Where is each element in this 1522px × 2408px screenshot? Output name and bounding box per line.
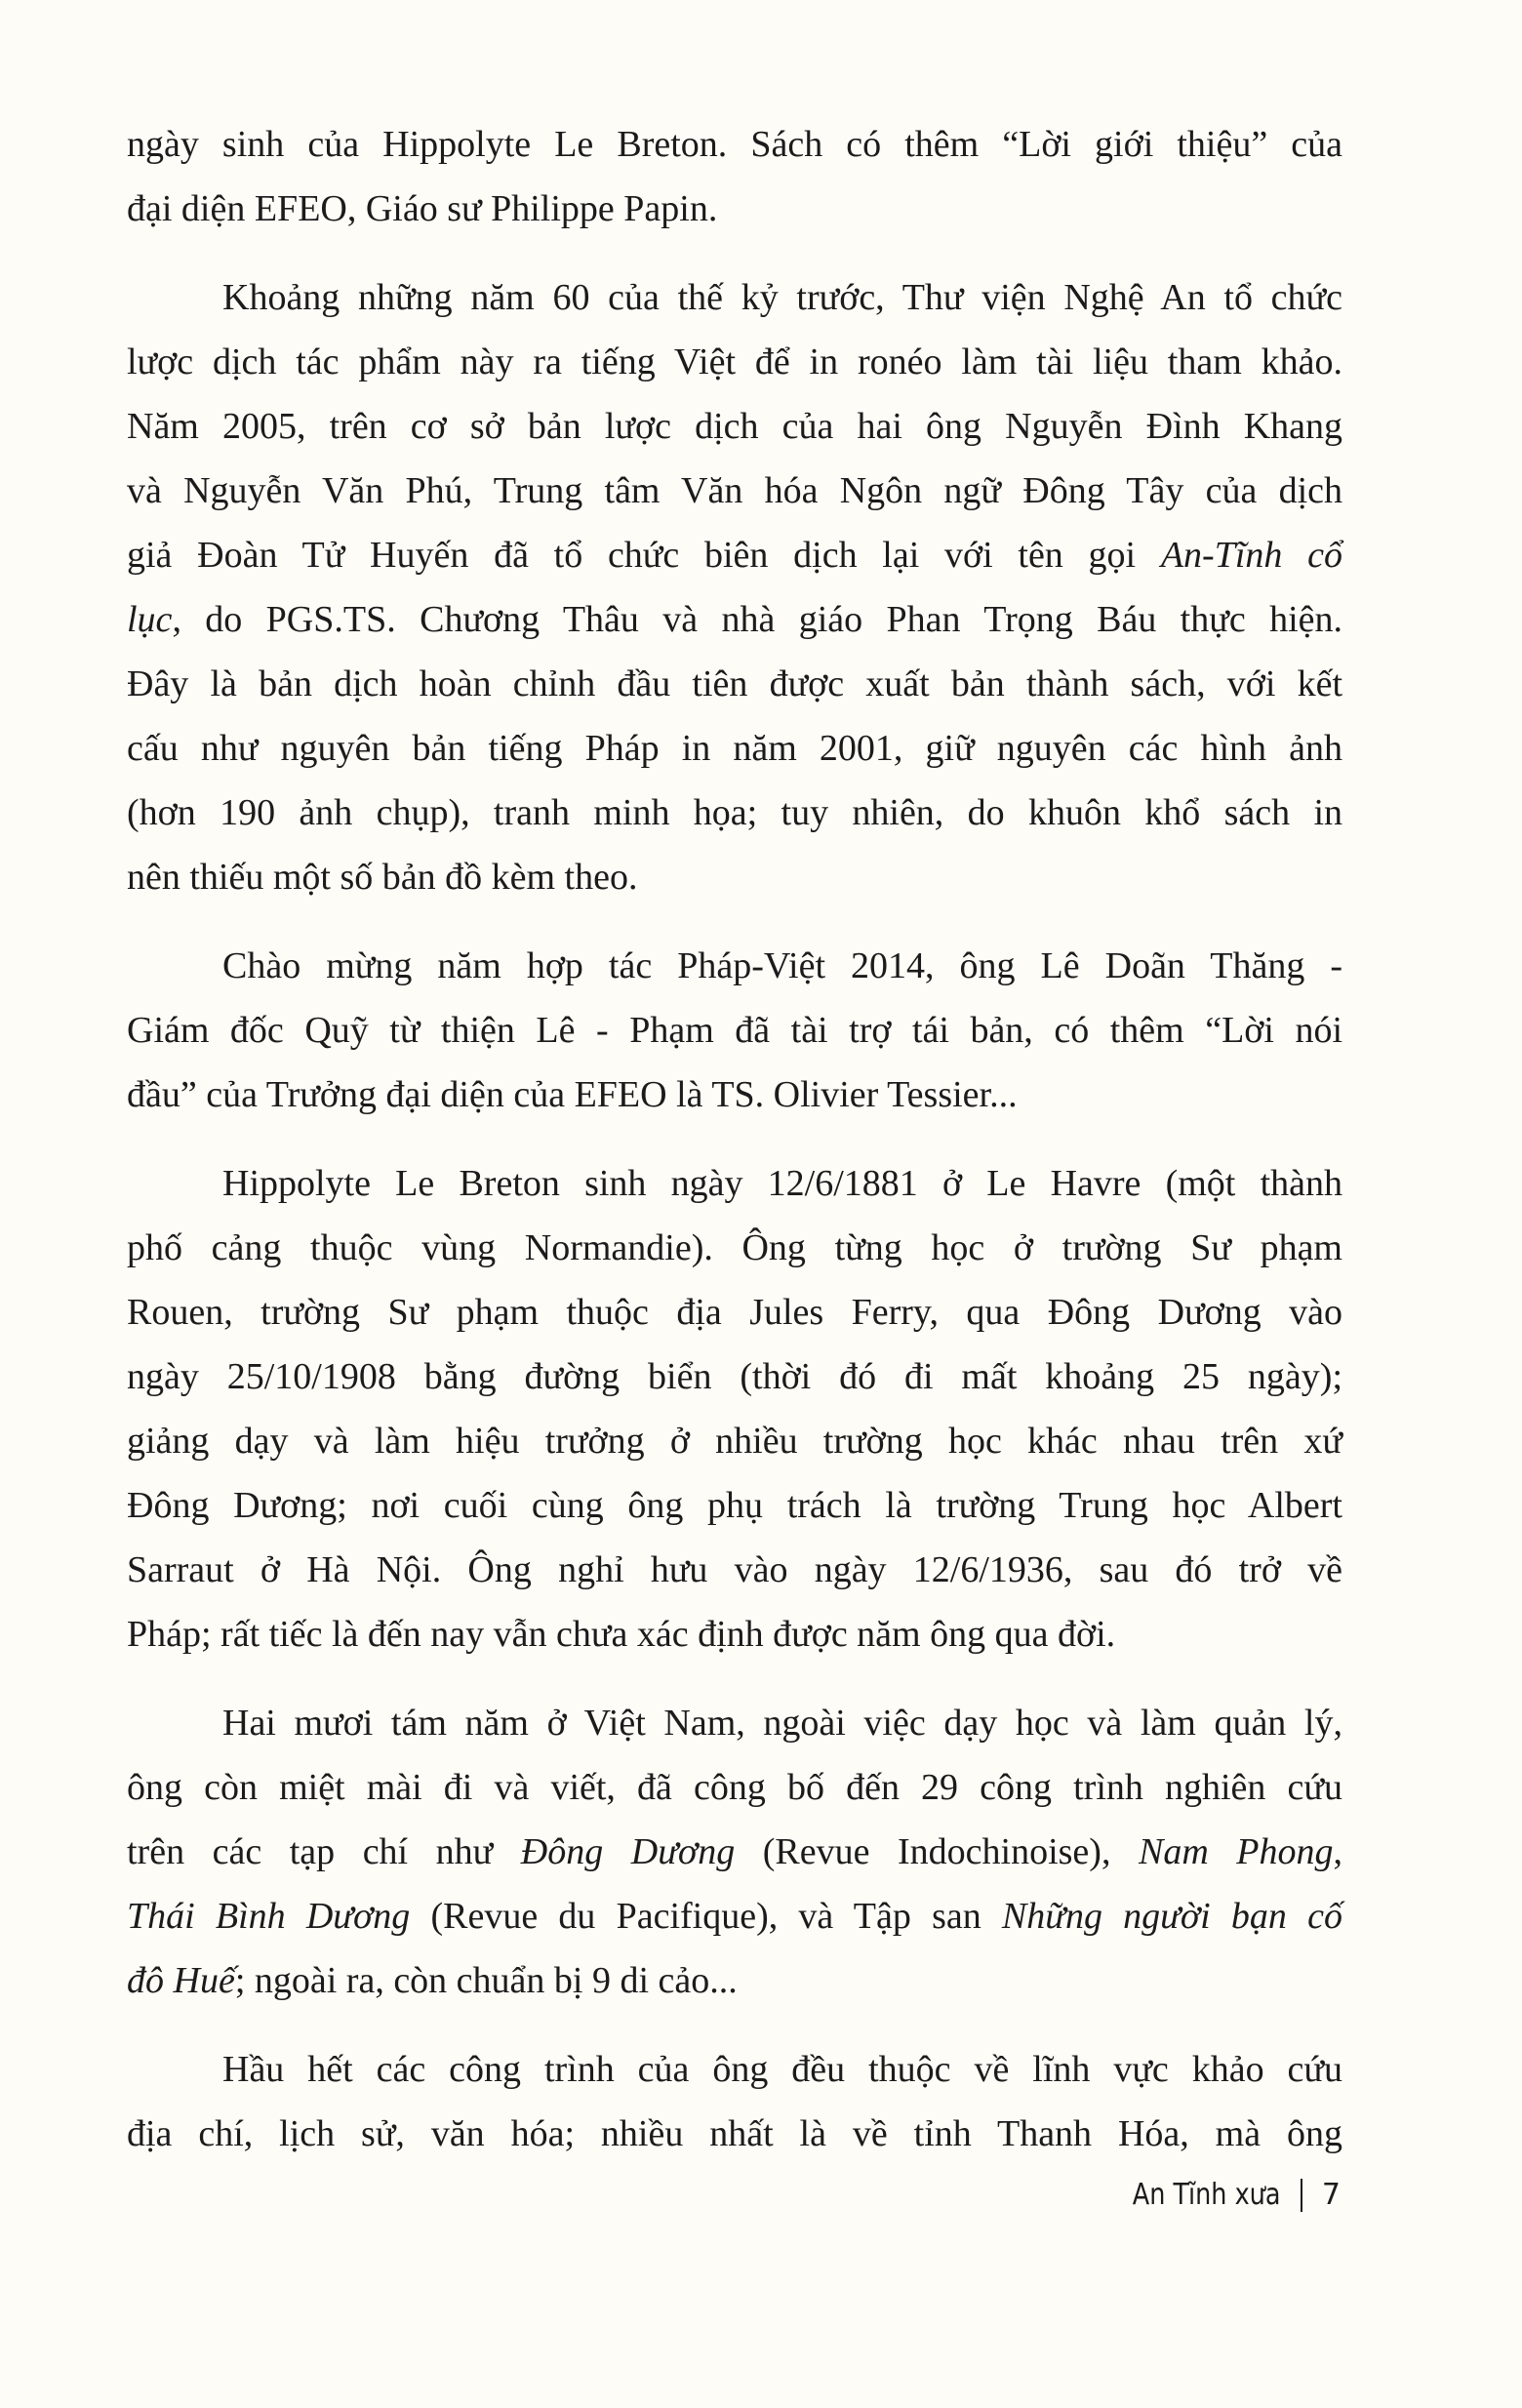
text-run: Pháp; rất tiếc là đến nay vẫn chưa xác định được năm ông qua đời. (127, 1614, 1116, 1655)
text-run: đại diện EFEO, Giáo sư Philippe Papin. (127, 188, 718, 229)
text-run: Chào mừng năm hợp tác Pháp-Việt 2014, ông Lê Doãn Thăng - (222, 945, 1342, 986)
text-run: cấu như nguyên bản tiếng Pháp in năm 2001, giữ nguyên các hình ảnh (127, 728, 1342, 769)
text-line (127, 1691, 1342, 1755)
text-run: địa chí, lịch sử, văn hóa; nhiều nhất là về tỉnh Thanh Hóa, mà ông (127, 2113, 1342, 2154)
text-run: (hơn 190 ảnh chụp), tranh minh họa; tuy nhiên, do khuôn khổ sách in (127, 792, 1342, 833)
page-footer (1106, 2178, 1341, 2212)
text-line (127, 998, 1342, 1063)
text-line (127, 112, 1342, 177)
text-line (127, 1820, 1342, 1884)
text-line (127, 265, 1342, 330)
text-run: , (1333, 1831, 1343, 1872)
text-line (127, 1409, 1342, 1473)
text-line (127, 330, 1342, 394)
text-line (127, 1602, 1342, 1666)
text-line (127, 2102, 1342, 2166)
text-run: ngày 25/10/1908 bằng đường biển (thời đó đi mất khoảng 25 ngày); (127, 1356, 1342, 1397)
text-run: Năm 2005, trên cơ sở bản lược dịch của hai ông Nguyễn Đình Khang (127, 406, 1342, 447)
page-number: 7 (1321, 2178, 1341, 2212)
text-line (127, 781, 1342, 845)
text-line (127, 1063, 1342, 1127)
italic-title-text: Những người bạn cố (1001, 1896, 1342, 1937)
italic-title-text: Đông Dương (520, 1831, 736, 1872)
text-line (127, 716, 1342, 781)
text-line (127, 934, 1342, 998)
text-run: ngày sinh của Hippolyte Le Breton. Sách có thêm “Lời giới thiệu” của (127, 124, 1342, 165)
paragraph (127, 2037, 1342, 2166)
running-title: An Tĩnh xưa (1133, 2178, 1281, 2212)
text-run: trên các tạp chí như (127, 1831, 521, 1872)
italic-title-text: lục (127, 599, 173, 640)
text-run: Khoảng những năm 60 của thế kỷ trước, Thư viện Nghệ An tổ chức (222, 277, 1342, 318)
text-run: Đông Dương; nơi cuối cùng ông phụ trách là trường Trung học Albert (127, 1485, 1342, 1526)
text-line (127, 587, 1342, 652)
text-run: (Revue Indochinoise), (735, 1831, 1139, 1872)
text-run: nên thiếu một số bản đồ kèm theo. (127, 857, 638, 898)
text-line (127, 845, 1342, 909)
text-run: Rouen, trường Sư phạm thuộc địa Jules Ferry, qua Đông Dương vào (127, 1292, 1342, 1333)
paragraph (127, 112, 1342, 241)
paragraph (127, 934, 1342, 1127)
text-line (127, 1473, 1342, 1538)
italic-title-text: Thái Bình Dương (127, 1896, 411, 1937)
italic-title-text: Nam Phong (1138, 1831, 1334, 1872)
text-run: ông còn miệt mài đi và viết, đã công bố đến 29 công trình nghiên cứu (127, 1767, 1342, 1808)
text-run: giả Đoàn Tử Huyến đã tổ chức biên dịch lại với tên gọi (127, 535, 1161, 576)
text-line (127, 1755, 1342, 1820)
text-line (127, 523, 1342, 587)
text-line (127, 1344, 1342, 1409)
text-run: giảng dạy và làm hiệu trưởng ở nhiều trường học khác nhau trên xứ (127, 1421, 1342, 1462)
text-line (127, 1280, 1342, 1344)
italic-title-text: An-Tĩnh cổ (1160, 535, 1342, 576)
text-run: ; ngoài ra, còn chuẩn bị 9 di cảo... (234, 1960, 738, 2001)
text-line (127, 1538, 1342, 1602)
text-run: Hai mươi tám năm ở Việt Nam, ngoài việc dạy học và làm quản lý, (222, 1703, 1342, 1744)
text-line (127, 652, 1342, 716)
paragraph (127, 1151, 1342, 1666)
text-run: Hippolyte Le Breton sinh ngày 12/6/1881 ở Le Havre (một thành (222, 1163, 1342, 1204)
text-line (127, 459, 1342, 523)
text-run: phố cảng thuộc vùng Normandie). Ông từng học ở trường Sư phạm (127, 1227, 1342, 1268)
text-run: Đây là bản dịch hoàn chỉnh đầu tiên được xuất bản thành sách, với kết (127, 663, 1342, 704)
text-run: lược dịch tác phẩm này ra tiếng Việt để in ronéo làm tài liệu tham khảo. (127, 341, 1342, 382)
paragraph (127, 265, 1342, 909)
text-line (127, 394, 1342, 459)
text-line (127, 1216, 1342, 1280)
text-line (127, 177, 1342, 241)
paragraph (127, 1691, 1342, 2013)
footer-divider (1301, 2179, 1302, 2212)
italic-title-text: đô Huế (127, 1960, 235, 2001)
text-line (127, 1884, 1342, 1948)
page-body-text (127, 112, 1342, 2190)
text-run: (Revue du Pacifique), và Tập san (410, 1896, 1002, 1937)
text-run: Giám đốc Quỹ từ thiện Lê - Phạm đã tài trợ tái bản, có thêm “Lời nói (127, 1010, 1342, 1051)
text-run: , do PGS.TS. Chương Thâu và nhà giáo Phan Trọng Báu thực hiện. (172, 599, 1342, 640)
text-line (127, 1151, 1342, 1216)
text-run: Hầu hết các công trình của ông đều thuộc về lĩnh vực khảo cứu (222, 2049, 1342, 2090)
text-line (127, 1948, 1342, 2013)
text-run: và Nguyễn Văn Phú, Trung tâm Văn hóa Ngôn ngữ Đông Tây của dịch (127, 470, 1342, 511)
text-run: đầu” của Trưởng đại diện của EFEO là TS. Olivier Tessier... (127, 1074, 1018, 1115)
text-run: Sarraut ở Hà Nội. Ông nghỉ hưu vào ngày 12/6/1936, sau đó trở về (127, 1549, 1342, 1590)
text-line (127, 2037, 1342, 2102)
